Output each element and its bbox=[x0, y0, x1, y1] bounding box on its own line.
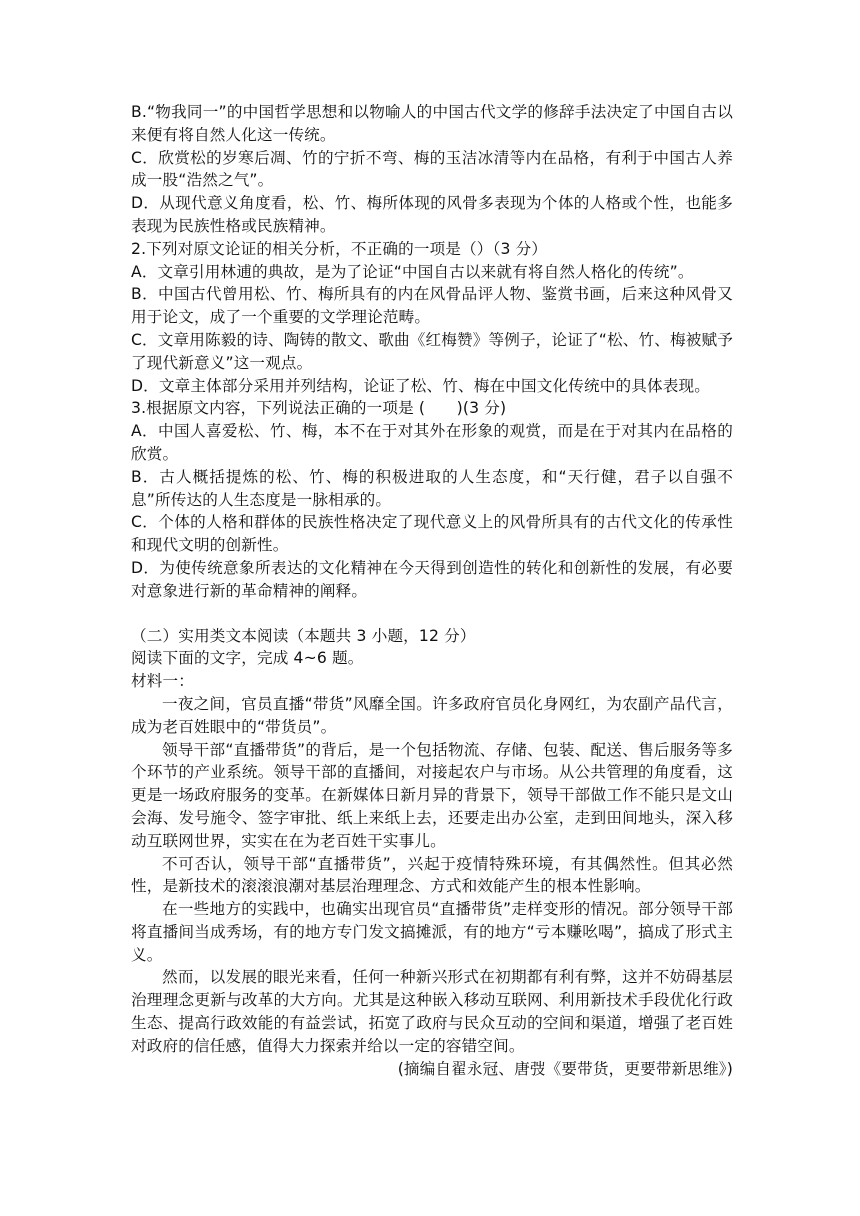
material-label: 材料一： bbox=[131, 672, 194, 691]
material-source: (摘编自翟永冠、唐弢《要带货，更要带新思维》) bbox=[397, 1059, 733, 1078]
material-paragraph: 然而，以发展的眼光来看，任何一种新兴形式在初期都有利有弊，这并不妨碍基层治理理念更新与改革的大方向。尤其是这种嵌入移动互联网、利用新技术手段优化行政生态、提高行政效能的有益尝试，拓宽了政府与民众互动的空间和渠道，增强了老百姓对政府的信任感，值得大力探索并给以一定的容错空间。 bbox=[131, 968, 733, 1055]
material-paragraph: 在一些地方的实践中，也确实出现官员“直播带货”走样变形的情况。部分领导干部将直播间当成秀场，有的地方专门发文搞摊派，有的地方“亏本赚吆喝”，搞成了形式主义。 bbox=[131, 900, 733, 964]
material-paragraph: 一夜之间，官员直播“带货”风靡全国。许多政府官员化身网红，为农副产品代言，成为老百姓眼中的“带货员”。 bbox=[131, 694, 733, 736]
q2-option-d: D．文章主体部分采用并列结构，论证了松、竹、梅在中国文化传统中的具体表现。 bbox=[131, 376, 710, 395]
material-paragraph: 不可否认，领导干部“直播带货”，兴起于疫情特殊环境，有其偶然性。但其必然性，是新技术的滚滚浪潮对基层治理理念、方式和效能产生的根本性影响。 bbox=[131, 854, 733, 896]
q3-option-b: B．古人概括提炼的松、竹、梅的积极进取的人生态度，和“天行健，君子以自强不息”所传达的人生态度是一脉相承的。 bbox=[131, 467, 733, 509]
q3-option-d: D．为使传统意象所表达的文化精神在今天得到创造性的转化和创新性的发展，有必要对意象进行新的革命精神的阐释。 bbox=[131, 558, 733, 600]
q3-option-c: C．个体的人格和群体的民族性格决定了现代意义上的风骨所具有的古代文化的传承性和现代文明的创新性。 bbox=[131, 513, 733, 555]
q2-option-b: B．中国古代曾用松、竹、梅所具有的内在风骨品评人物、鉴赏书画，后来这种风骨又用于论文，成了一个重要的文学理论范畴。 bbox=[131, 285, 733, 327]
material-paragraph: 领导干部“直播带货”的背后，是一个包括物流、存储、包装、配送、售后服务等多个环节的产业系统。领导干部的直播间，对接起农户与市场。从公共管理的角度看，这更是一场政府服务的变革。在新媒体日新月异的背景下，领导干部做工作不能只是文山会海、发号施令、签字审批、纸上来纸上去，还要走出办公室，走到田间地头，深入移动互联网世界，实实在在为老百姓干实事儿。 bbox=[131, 740, 733, 850]
exam-page bbox=[131, 101, 733, 1080]
q1-option-c: C．欣赏松的岁寒后凋、竹的宁折不弯、梅的玉洁冰清等内在品格，有利于中国古人养成一股“浩然之气”。 bbox=[131, 148, 733, 190]
q1-option-b: B.“物我同一”的中国哲学思想和以物喻人的中国古代文学的修辞手法决定了中国自古以来便有将自然人化这一传统。 bbox=[131, 103, 733, 144]
section-heading: （二）实用类文本阅读（本题共 3 小题，12 分） bbox=[131, 626, 476, 645]
q2-option-a: A．文章引用林逋的典故，是为了论证“中国自古以来就有将自然人格化的传统”。 bbox=[131, 262, 694, 281]
q1-option-d: D．从现代意义角度看，松、竹、梅所体现的风骨多表现为个体的人格或个性，也能多表现为民族性格或民族精神。 bbox=[131, 194, 733, 235]
q2-option-c: C．文章用陈毅的诗、陶铸的散文、歌曲《红梅赞》等例子，论证了“松、竹、梅被赋予了现代新意义”这一观点。 bbox=[131, 330, 733, 372]
q3-option-a: A．中国人喜爱松、竹、梅，本不在于对其外在形象的观赏，而是在于对其内在品格的欣赏。 bbox=[131, 422, 733, 463]
section-instruction: 阅读下面的文字，完成 4~6 题。 bbox=[131, 649, 364, 668]
section-spacer bbox=[131, 603, 733, 625]
q2-stem: 2.下列对原文论证的相关分析，不正确的一项是（）（3 分） bbox=[131, 239, 548, 258]
q3-stem: 3.根据原文内容，下列说法正确的一项是 ( )(3 分) bbox=[131, 399, 507, 418]
